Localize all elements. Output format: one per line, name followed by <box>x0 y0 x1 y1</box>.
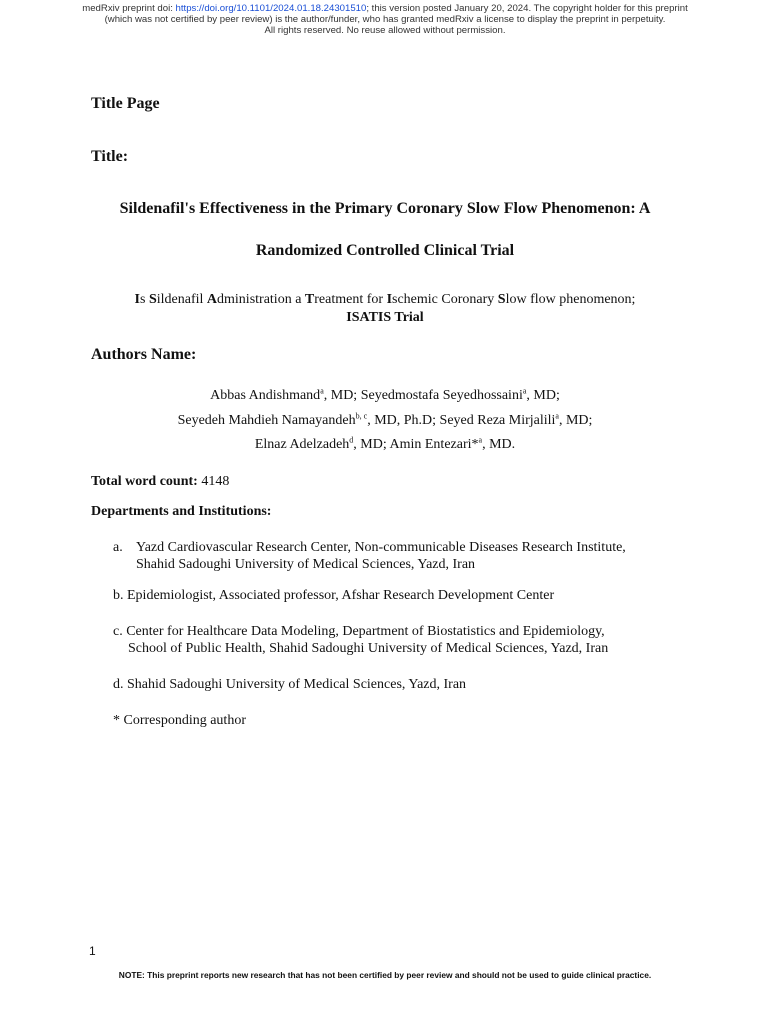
acronym-text: s <box>140 292 149 307</box>
author-affiliation-mark: d <box>349 435 354 445</box>
affiliation-a-marker: a. <box>113 540 123 555</box>
author-degree: , MD. <box>482 437 516 452</box>
author-affiliation-mark: a <box>478 435 483 445</box>
authors-line-3 <box>0 437 770 453</box>
acronym-letter: A <box>206 292 218 307</box>
preprint-banner <box>0 3 770 36</box>
acronym-text: schemic Coronary <box>392 292 498 307</box>
author-degree: , MD; <box>323 388 361 403</box>
acronym-text: ildenafil <box>156 292 207 307</box>
author-degree: , MD, Ph.D; <box>367 413 440 428</box>
banner-prefix: medRxiv preprint doi: <box>82 3 176 14</box>
title-page-heading: Title Page <box>91 95 160 112</box>
page-number: 1 <box>89 944 96 958</box>
corresponding-author-note: * Corresponding author <box>113 713 246 728</box>
author-affiliation-mark: a <box>555 411 559 421</box>
paper-title-line-2: Randomized Controlled Clinical Trial <box>255 242 515 259</box>
author-name: Seyedeh Mahdieh Namayandeh <box>177 413 356 428</box>
title-label: Title: <box>91 148 129 165</box>
paper-title-line-1: Sildenafil's Effectiveness in the Primary Coronary Slow Flow Phenomenon: A <box>119 200 651 217</box>
author-name: Abbas Andishmand <box>210 388 321 403</box>
author-affiliation-mark: a <box>522 386 527 396</box>
acronym-line-2: ISATIS Trial <box>346 310 424 325</box>
affiliation-a-line-1: Yazd Cardiovascular Research Center, Non-communicable Diseases Research Institute, <box>136 540 626 555</box>
banner-line1-suffix: ; this version posted January 20, 2024. The copyright holder for this preprint <box>366 3 688 14</box>
doi-link[interactable]: https://doi.org/10.1101/2024.01.18.24301510 <box>175 3 367 14</box>
author-affiliation-mark: a <box>320 386 324 396</box>
acronym-letter: I <box>386 292 393 307</box>
author-name: Amin Entezari* <box>389 437 479 452</box>
author-name: Seyedmostafa Seyedhossaini <box>360 388 523 403</box>
banner-line-1 <box>0 3 770 14</box>
author-degree: , MD; <box>558 413 593 428</box>
authors-line-1 <box>0 388 770 404</box>
author-degree: , MD; <box>353 437 390 452</box>
preprint-footer-note: NOTE: This preprint reports new research that has not been certified by peer review and should not be used to guide clinical practice. <box>118 970 652 980</box>
affiliation-d: d. Shahid Sadoughi University of Medical Sciences, Yazd, Iran <box>113 677 467 692</box>
banner-line-2: (which was not certified by peer review) is the author/funder, who has granted medRxiv a license to display the preprint in perpetuity. <box>104 14 666 25</box>
author-name: Seyed Reza Mirjalili <box>439 413 556 428</box>
affiliation-c-line-1: c. Center for Healthcare Data Modeling, Department of Biostatistics and Epidemiology, <box>113 624 605 639</box>
author-degree: , MD; <box>526 388 560 403</box>
acronym-letter: S <box>148 292 157 307</box>
affiliation-a-line-2: Shahid Sadoughi University of Medical Sciences, Yazd, Iran <box>136 557 476 572</box>
word-count <box>91 473 229 490</box>
acronym-letter: S <box>497 292 506 307</box>
acronym-text: reatment for <box>314 292 387 307</box>
acronym-line-1 <box>0 292 770 308</box>
affiliation-b: b. Epidemiologist, Associated professor, Afshar Research Development Center <box>113 588 555 603</box>
word-count-value: 4148 <box>201 474 230 489</box>
word-count-label: Total word count: <box>91 474 198 489</box>
affiliation-c-line-2: School of Public Health, Shahid Sadoughi University of Medical Sciences, Yazd, Iran <box>128 641 609 656</box>
author-affiliation-mark: b, c <box>355 411 368 421</box>
author-name: Elnaz Adelzadeh <box>254 437 350 452</box>
acronym-letter: I <box>134 292 140 307</box>
departments-heading: Departments and Institutions: <box>91 504 272 519</box>
authors-line-2 <box>0 413 770 429</box>
acronym-text: dministration a <box>217 292 305 307</box>
authors-heading: Authors Name: <box>91 346 197 363</box>
banner-line-3: All rights reserved. No reuse allowed without permission. <box>264 25 506 36</box>
acronym-letter: T <box>304 292 315 307</box>
acronym-text: low flow phenomenon; <box>505 292 636 307</box>
